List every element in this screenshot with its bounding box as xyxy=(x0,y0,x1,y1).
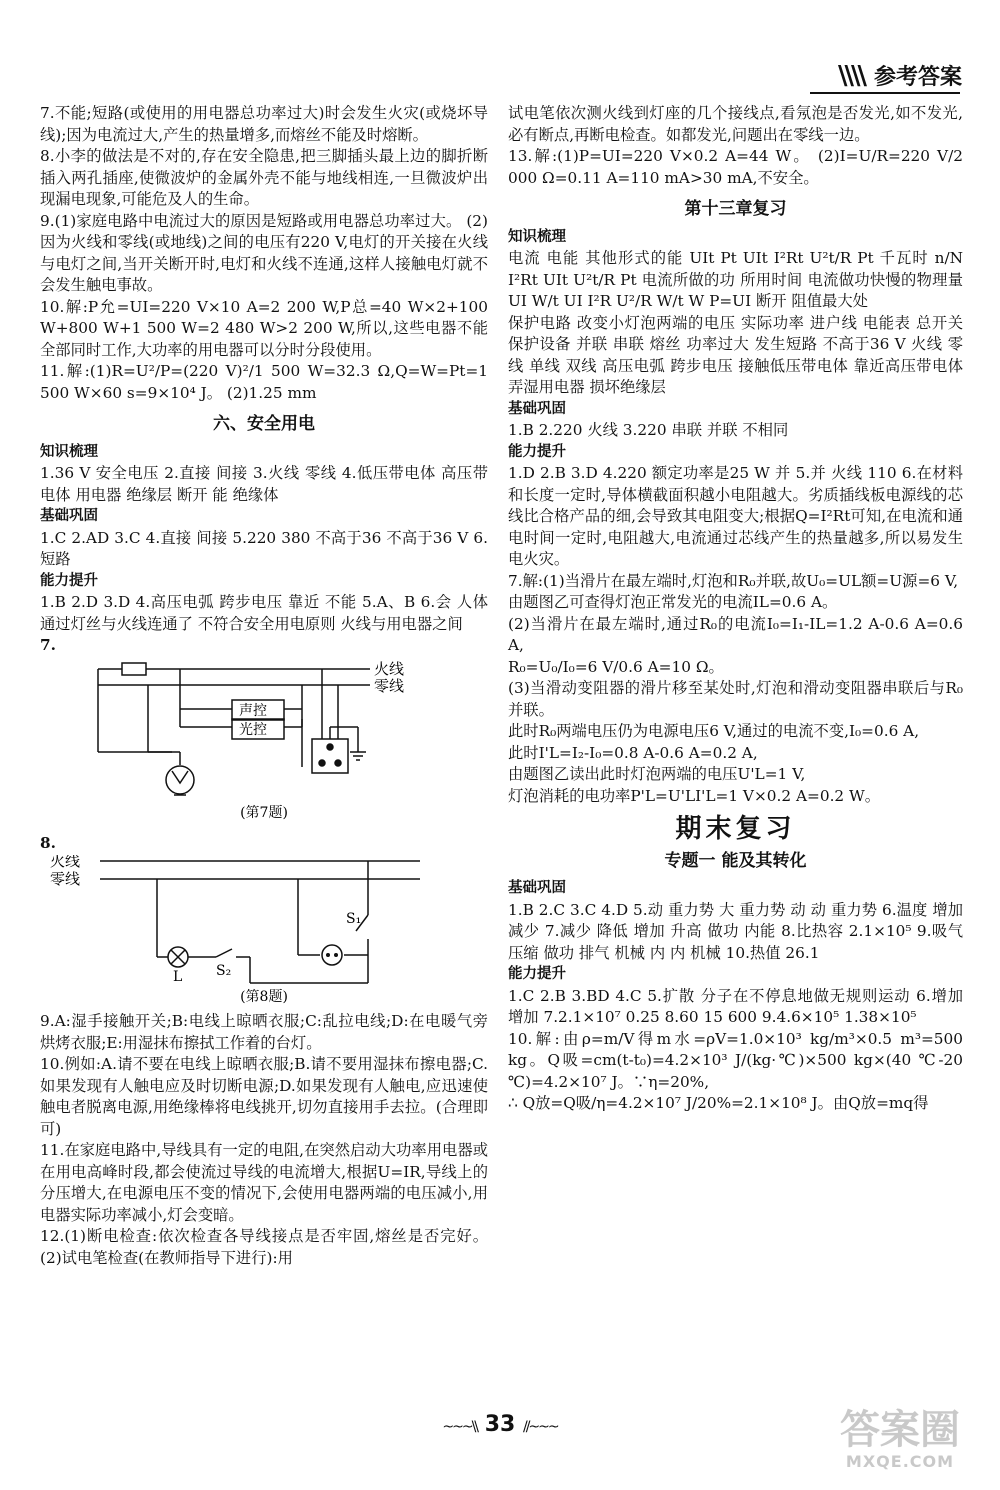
page-number xyxy=(420,1412,580,1437)
answer-paragraph: 1.B 2.C 3.C 4.D 5.动 重力势 大 重力势 动 动 重力势 6.温度 增加 减少 7.减少 降低 增加 升高 做功 内能 8.比热容 2.1×10⁵ 9.吸气 压缩 做功 排气 机械 内 内 机械 10.热值 26.1 xyxy=(508,900,963,962)
header-rule xyxy=(810,92,960,94)
answer-paragraph: 10.例如:A.请不要在电线上晾晒衣服;B.请不要用湿抹布擦电器;C.如果发现有人触电应及时切断电源;D.如果发现有人触电,应迅速使触电者脱离电源,用绝缘棒将电线挑开,切勿直接用手去拉。(合理即可) xyxy=(40,1055,488,1138)
subsection-heading: 基础巩固 xyxy=(508,880,566,896)
page-number-value: 33 xyxy=(484,1412,516,1437)
answer-paragraph: 12.(1)断电检查:依次检查各导线接点是否牢固,熔丝是否完好。 (2)试电笔检查(在教师指导下进行):用 xyxy=(40,1227,488,1267)
answer-paragraph: 7.不能;短路(或使用的用电器总功率过大)时会发生火灾(或烧坏导线);因为电流过大,产生的热量增多,而熔丝不能及时熔断。 xyxy=(40,104,488,144)
right-column xyxy=(508,103,963,1115)
answer-paragraph: 此时I'L=I₂-I₀=0.8 A-0.6 A=0.2 A, xyxy=(508,743,758,762)
question-number: 7. xyxy=(40,636,56,654)
answer-paragraph: 1.36 V 安全电压 2.直接 间接 3.火线 零线 4.低压带电体 高压带电体 用电器 绝缘层 断开 能 绝缘体 xyxy=(40,464,488,504)
answer-paragraph: 电流 电能 其他形式的能 UIt Pt UIt I²Rt U²t/R Pt 千瓦时 n/N I²Rt UIt U²t/R Pt 电流所做的功 所用时间 电流做功快慢的物理量 UI W/t UI I²R U²/R W/t W P=UI 断开 阻值最大处 xyxy=(508,249,963,310)
answer-paragraph: 7.解:(1)当滑片在最左端时,灯泡和R₀并联,故U₀=UL额=U源=6 V, xyxy=(508,571,959,590)
subsection-heading: 基础巩固 xyxy=(508,400,566,417)
sound-control-label: 声控 xyxy=(239,702,267,719)
answer-paragraph: (2)当滑片在最左端时,通过R₀的电流I₀=I₁-IL=1.2 A-0.6 A=0.6 A, xyxy=(508,614,963,654)
circuit-diagram-7 xyxy=(40,657,488,827)
left-column xyxy=(40,103,488,1269)
answer-paragraph: 此时R₀两端电压仍为电源电压6 V,通过的电流不变,I₀=0.6 A, xyxy=(508,722,920,740)
subsection-heading: 基础巩固 xyxy=(40,508,98,524)
answer-paragraph: 由题图乙读出此时灯泡两端的电压U'L=1 V, xyxy=(508,765,806,783)
header-decoration: \\\\ xyxy=(838,60,864,91)
answer-paragraph: 1.D 2.B 3.D 4.220 额定功率是25 W 并 5.并 火线 110 6.在材料和长度一定时,导体横截面积越小电阻越大。劣质插线板电源线的芯线比合格产品的细,会导致其电阻变大;根据Q=I²Rt可知,在电流和通电时间一定时,电阻越大,电流通过芯线产生的热量越多,所以易发生电火灾。 xyxy=(508,464,963,568)
light-bulb xyxy=(166,766,194,794)
section-heading: 第十三章复习 xyxy=(684,199,787,219)
neutral-wire-label: 零线 xyxy=(50,869,81,888)
chapter-heading: 期末复习 xyxy=(675,814,796,844)
question-number: 8. xyxy=(40,834,56,852)
answer-paragraph: ∴ Q放=Q吸/η=4.2×10⁷ J/20%=2.1×10⁸ J。由Q放=mq得 xyxy=(508,1094,929,1112)
section-heading: 六、安全用电 xyxy=(213,414,315,434)
subsection-heading: 能力提升 xyxy=(508,443,566,460)
subsection-heading: 能力提升 xyxy=(40,572,98,589)
switch-s1-label: S₁ xyxy=(346,910,362,927)
answer-paragraph: 10.解:由ρ=m/V得m水=ρV=1.0×10³ kg/m³×0.5 m³=500 kg。Q吸=cm(t-t₀)=4.2×10³ J/(kg·℃)×500 kg×(40 ℃-20 ℃)=4.2×10⁷ J。∵η=20%, xyxy=(508,1029,963,1091)
lamp-label: L xyxy=(173,968,183,985)
watermark-url: MXQE.COM xyxy=(845,1452,955,1471)
answer-paragraph: R₀=U₀/I₀=6 V/0.6 A=10 Ω。 xyxy=(508,657,724,676)
subsection-heading: 知识梳理 xyxy=(40,443,98,460)
switch-s2-label: S₂ xyxy=(216,962,232,979)
answer-paragraph: 1.B 2.220 火线 3.220 串联 并联 不相同 xyxy=(508,421,789,439)
page-number-ornament-right: //~~~ xyxy=(522,1419,558,1435)
answer-paragraph: (3)当滑动变阻器的滑片移至某处时,灯泡和滑动变阻器串联后与R₀并联。 xyxy=(508,679,963,719)
circuit-diagram-8 xyxy=(40,855,488,1005)
answer-paragraph: 灯泡消耗的电功率P'L=U'LI'L=1 V×0.2 A=0.2 W。 xyxy=(508,786,881,805)
socket xyxy=(322,945,342,965)
answer-paragraph: 1.C 2.AD 3.C 4.直接 间接 5.220 380 不高于36 不高于36 V 6.短路 xyxy=(40,528,488,568)
page-header xyxy=(838,60,962,91)
figure-caption: (第7题) xyxy=(240,804,288,821)
switch-s2 xyxy=(216,949,232,957)
live-wire-label: 火线 xyxy=(374,659,405,678)
subsection-heading: 能力提升 xyxy=(508,966,566,982)
answer-paragraph: 1.C 2.B 3.BD 4.C 5.扩散 分子在不停息地做无规则运动 6.增加 增加 7.2.1×10⁷ 0.25 8.60 15 600 9.4.6×10⁵ 1.38×10⁵ xyxy=(508,986,963,1026)
section-heading: 专题一 能及其转化 xyxy=(664,850,807,871)
fuse xyxy=(122,663,146,675)
answer-paragraph: 9.(1)家庭电路中电流过大的原因是短路或用电器总功率过大。 (2)因为火线和零线(或地线)之间的电压有220 V,电灯的开关接在火线与电灯之间,当开关断开时,电灯和火线不连通,这样人接触电灯就不会发生触电事故。 xyxy=(40,211,488,294)
live-wire-label: 火线 xyxy=(50,854,81,870)
answer-paragraph: 1.B 2.D 3.D 4.高压电弧 跨步电压 靠近 不能 5.A、B 6.会 人体通过灯丝与火线连通了 不符合安全用电原则 火线与用电器之间 xyxy=(40,593,488,633)
answer-paragraph: 11.在家庭电路中,导线具有一定的电阻,在突然启动大功率用电器或在用电高峰时段,都会使流过导线的电流增大,根据U=IR,导线上的分压增大,在电源电压不变的情况下,会使用电器两端的电压减小,用电器实际功率减小,灯会变暗。 xyxy=(40,1141,488,1224)
answer-paragraph: 13.解:(1)P=UI=220 V×0.2 A=44 W。 (2)I=U/R=220 V/2 000 Ω=0.11 A=110 mA>30 mA,不安全。 xyxy=(508,147,963,187)
light-control-label: 光控 xyxy=(239,721,267,738)
header-title: 参考答案 xyxy=(873,65,962,90)
answer-paragraph: 保护电路 改变小灯泡两端的电压 实际功率 进户线 电能表 总开关 保护设备 并联 串联 熔丝 功率过大 发生短路 不高于36 V 火线 零线 单线 双线 高压电弧 跨步电压 接触低压带电体 靠近高压带电体 弄湿用电器 损坏绝缘层 xyxy=(508,313,963,396)
watermark-text: 答案圈 xyxy=(840,1407,960,1453)
answer-paragraph: 8.小李的做法是不对的,存在安全隐患,把三脚插头最上边的脚折断插入两孔插座,使微波炉的金属外壳不能与地线相连,一旦微波炉出现漏电现象,可能危及人的生命。 xyxy=(40,147,488,208)
neutral-wire-label: 零线 xyxy=(374,676,405,695)
answer-paragraph: 10.解:P允=UI=220 V×10 A=2 200 W,P总=40 W×2+100 W+800 W+1 500 W=2 480 W>2 200 W,所以,这些电器不能全部同时工作,大功率的用电器可以分时分段使用。 xyxy=(40,297,488,359)
answer-paragraph: 试电笔依次测火线到灯座的几个接线点,看氖泡是否发光,如不发光,必有断点,再断电检查。如都发光,问题出在零线一边。 xyxy=(508,104,963,144)
page-number-ornament-left: ~~~\\ xyxy=(442,1419,478,1435)
subsection-heading: 知识梳理 xyxy=(508,228,566,245)
answer-paragraph: 由题图乙可查得灯泡正常发光的电流IL=0.6 A。 xyxy=(508,593,838,611)
figure-caption: (第8题) xyxy=(240,988,288,1005)
answer-paragraph: 11.解:(1)R=U²/P=(220 V)²/1 500 W=32.3 Ω,Q=W=Pt=1 500 W×60 s=9×10⁴ J。 (2)1.25 mm xyxy=(40,362,488,402)
watermark-logo xyxy=(820,1408,980,1471)
answer-paragraph: 9.A:湿手接触开关;B:电线上晾晒衣服;C:乱拉电线;D:在电暖气旁烘烤衣服;E:用湿抹布擦拭工作着的台灯。 xyxy=(40,1012,488,1052)
